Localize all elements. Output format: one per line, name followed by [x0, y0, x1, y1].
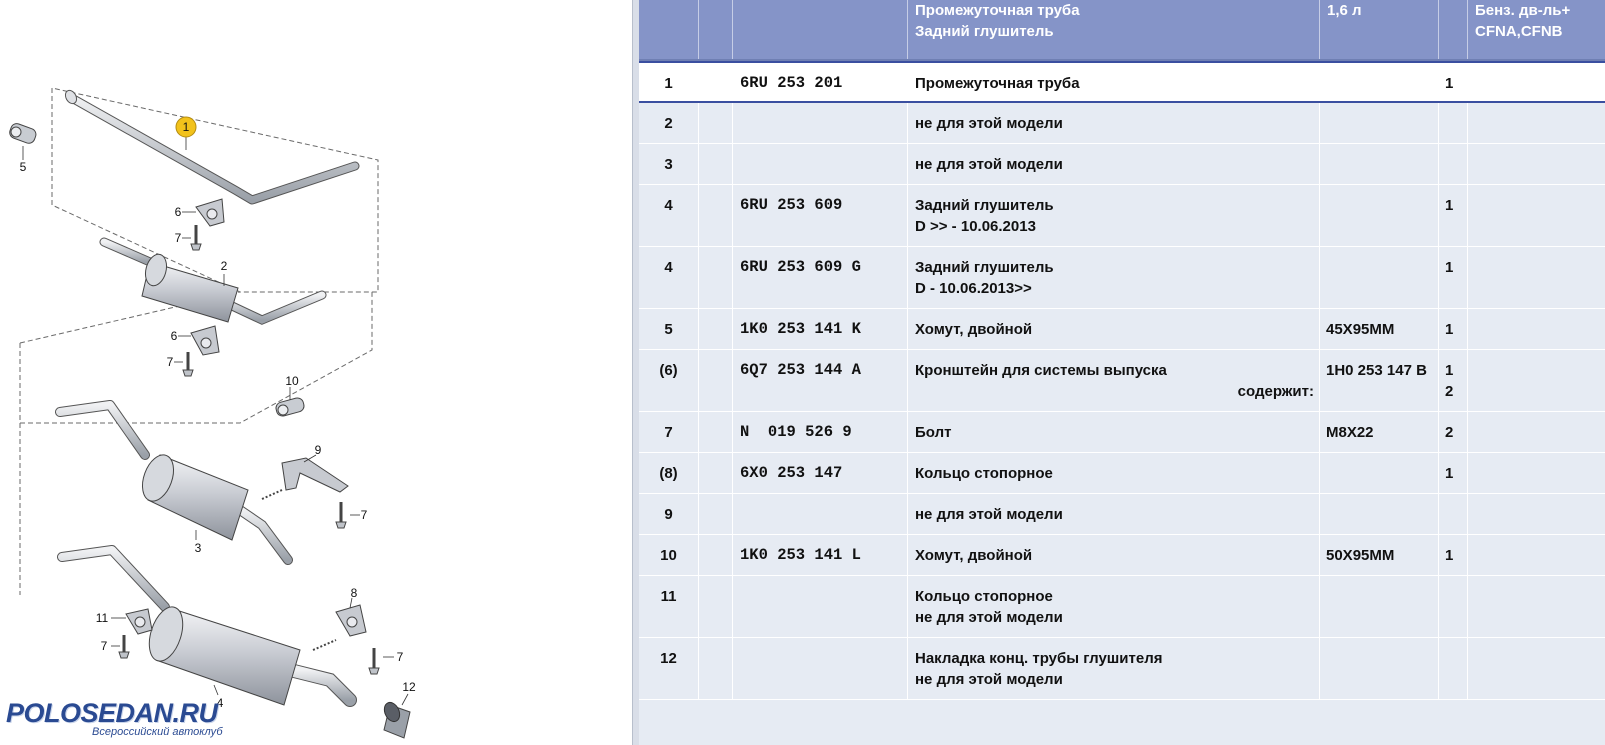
callout-7-upper[interactable]: 7 [174, 231, 182, 245]
cell-part-number [733, 144, 908, 184]
cell-spec [1320, 350, 1439, 411]
cell-engine [1468, 453, 1605, 493]
cell-blank [699, 638, 733, 699]
cell-position [639, 535, 699, 575]
cell-position [639, 185, 699, 246]
description-line: Кольцо стопорное [915, 588, 1053, 605]
spec-value: 50X95MM [1326, 547, 1395, 564]
position-number: (6) [659, 362, 678, 379]
cell-part-number [733, 350, 908, 411]
description-line: Задний глушитель [915, 259, 1054, 276]
exhaust-diagram-panel [0, 0, 632, 745]
description-line: Накладка конц. трубы глушителя [915, 650, 1163, 667]
description-line: Задний глушитель [915, 197, 1054, 214]
cell-quantity [1439, 412, 1468, 452]
table-empty-area [639, 716, 1605, 745]
description-line: Кронштейн для системы выпуска [915, 362, 1167, 379]
callout-7-bottom[interactable]: 7 [396, 650, 404, 664]
cell-description [908, 638, 1320, 699]
callout-6-lower[interactable]: 6 [170, 329, 178, 343]
description-line: D - 10.06.2013>> [915, 280, 1032, 297]
callout-11[interactable]: 11 [95, 611, 109, 625]
cell-part-number [733, 638, 908, 699]
cell-position [639, 63, 699, 101]
table-row[interactable] [639, 185, 1605, 247]
cell-position [639, 144, 699, 184]
cell-part-number [733, 309, 908, 349]
cell-quantity [1439, 638, 1468, 699]
cell-engine [1468, 576, 1605, 637]
cell-quantity [1439, 576, 1468, 637]
bracket-part-6-lower[interactable] [183, 326, 219, 376]
position-number: 7 [664, 424, 673, 441]
cell-position [639, 103, 699, 143]
position-number: 2 [664, 115, 673, 132]
cell-quantity [1439, 494, 1468, 534]
rear-muffler-part-2[interactable] [104, 242, 322, 322]
contains-label: содержит: [1237, 383, 1314, 400]
cell-quantity [1439, 144, 1468, 184]
cell-part-number [733, 247, 908, 308]
cell-spec [1320, 576, 1439, 637]
muffler-part-3[interactable] [60, 405, 288, 560]
table-row[interactable] [639, 412, 1605, 453]
cell-blank [699, 185, 733, 246]
cell-description [908, 144, 1320, 184]
cell-engine [1468, 638, 1605, 699]
cell-quantity [1439, 535, 1468, 575]
cell-part-number [733, 63, 908, 101]
cell-description [908, 247, 1320, 308]
part-number: 6RU 253 609 G [740, 258, 861, 276]
quantity-value: 1 [1445, 259, 1454, 276]
cell-position [639, 247, 699, 308]
header-pos [639, 0, 699, 59]
table-row[interactable] [639, 453, 1605, 494]
callout-9[interactable]: 9 [314, 443, 322, 457]
table-header [639, 0, 1605, 61]
panel-divider[interactable] [632, 0, 639, 745]
callout-7-left[interactable]: 7 [100, 639, 108, 653]
part-number: 1K0 253 141 K [740, 320, 861, 338]
cell-blank [699, 412, 733, 452]
logo-text: POLOSEDAN.RU [6, 698, 218, 728]
header-engine [1468, 0, 1605, 59]
header-engine-line-2: CFNA,CFNB [1475, 23, 1563, 40]
table-row[interactable] [639, 144, 1605, 185]
cell-blank [699, 63, 733, 101]
part-number: 1K0 253 141 L [740, 546, 861, 564]
cell-spec [1320, 535, 1439, 575]
cell-engine [1468, 535, 1605, 575]
callout-5[interactable]: 5 [19, 160, 27, 174]
cell-spec [1320, 453, 1439, 493]
cell-engine [1468, 103, 1605, 143]
table-row[interactable] [639, 494, 1605, 535]
cell-quantity [1439, 350, 1468, 411]
header-blank [699, 0, 733, 59]
quantity-value: 2 [1445, 424, 1454, 441]
cell-spec [1320, 494, 1439, 534]
cell-blank [699, 494, 733, 534]
header-desc-line-1: Промежуточная труба [915, 2, 1080, 19]
cell-position [639, 453, 699, 493]
position-number: 10 [660, 547, 677, 564]
cell-engine [1468, 350, 1605, 411]
cell-position [639, 494, 699, 534]
cell-spec [1320, 144, 1439, 184]
cell-blank [699, 350, 733, 411]
position-number: 5 [664, 321, 673, 338]
cell-part-number [733, 185, 908, 246]
cell-part-number [733, 535, 908, 575]
header-desc-line-2: Задний глушитель [915, 23, 1054, 40]
cell-blank [699, 309, 733, 349]
quantity-value: 2 [1445, 383, 1454, 400]
cell-engine [1468, 185, 1605, 246]
position-number: (8) [659, 465, 678, 482]
table-row[interactable] [639, 309, 1605, 350]
cell-engine [1468, 309, 1605, 349]
intermediate-pipe-part[interactable] [63, 88, 355, 200]
cell-position [639, 638, 699, 699]
callout-8[interactable]: 8 [350, 586, 358, 600]
description-line: не для этой модели [915, 115, 1063, 132]
cell-position [639, 309, 699, 349]
cell-part-number [733, 103, 908, 143]
cell-blank [699, 103, 733, 143]
cell-position [639, 576, 699, 637]
description-line: Хомут, двойной [915, 321, 1033, 338]
bracket-part-6-upper[interactable] [191, 199, 224, 250]
quantity-value: 1 [1445, 321, 1454, 338]
cell-blank [699, 535, 733, 575]
part-number: 6X0 253 147 [740, 464, 843, 482]
rear-muffler-part-4[interactable] [62, 550, 350, 705]
header-spec-label: 1,6 л [1327, 2, 1362, 19]
cell-spec [1320, 247, 1439, 308]
exhaust-diagram [0, 0, 632, 745]
table-row[interactable] [639, 247, 1605, 309]
description-line: не для этой модели [915, 506, 1063, 523]
cell-description [908, 350, 1320, 411]
cell-blank [699, 144, 733, 184]
table-row[interactable] [639, 576, 1605, 638]
bracket-part-8[interactable] [313, 605, 379, 674]
cell-engine [1468, 494, 1605, 534]
table-row[interactable] [639, 103, 1605, 144]
quantity-value: 1 [1445, 197, 1454, 214]
position-number: 11 [660, 588, 677, 605]
cell-part-number [733, 412, 908, 452]
spec-value: 1H0 253 147 B [1326, 362, 1427, 379]
cell-description [908, 494, 1320, 534]
callout-2[interactable]: 2 [220, 259, 228, 273]
description-line: не для этой модели [915, 156, 1063, 173]
position-number: 1 [664, 75, 673, 92]
cell-quantity [1439, 185, 1468, 246]
cell-spec [1320, 412, 1439, 452]
part-number: 6Q7 253 144 A [740, 361, 861, 379]
spec-value: M8X22 [1326, 424, 1374, 441]
part-number: N 019 526 9 [740, 423, 852, 441]
cell-description [908, 576, 1320, 637]
cell-blank [699, 453, 733, 493]
logo-subtitle: Всероссийский автоклуб [92, 726, 223, 738]
header-qty [1439, 0, 1468, 59]
cell-part-number [733, 576, 908, 637]
callout-4[interactable]: 4 [216, 696, 224, 710]
cell-quantity [1439, 63, 1468, 101]
position-number: 4 [664, 259, 673, 276]
cell-blank [699, 247, 733, 308]
table-row-selected[interactable] [639, 61, 1605, 103]
spec-value: 45X95MM [1326, 321, 1395, 338]
cell-quantity [1439, 103, 1468, 143]
cell-part-number [733, 453, 908, 493]
header-engine-line-1: Бенз. дв-ль+ [1475, 2, 1571, 19]
quantity-value: 1 [1445, 465, 1454, 482]
cell-position [639, 412, 699, 452]
cell-quantity [1439, 247, 1468, 308]
position-number: 3 [664, 156, 673, 173]
cell-quantity [1439, 309, 1468, 349]
cell-engine [1468, 63, 1605, 101]
position-number: 4 [664, 197, 673, 214]
cell-engine [1468, 247, 1605, 308]
callout-1[interactable]: 1 [182, 120, 190, 134]
cell-description [908, 309, 1320, 349]
header-spec [1320, 0, 1439, 59]
cell-description [908, 412, 1320, 452]
table-row[interactable] [639, 535, 1605, 576]
description-line: не для этой модели [915, 609, 1063, 626]
ring-part-11[interactable] [119, 609, 152, 658]
cell-description [908, 103, 1320, 143]
callout-12[interactable]: 12 [402, 680, 416, 694]
cell-description [908, 63, 1320, 101]
callout-10[interactable]: 10 [285, 374, 299, 388]
cell-engine [1468, 144, 1605, 184]
cell-spec [1320, 185, 1439, 246]
cell-spec [1320, 638, 1439, 699]
tailpipe-tip-part-12[interactable] [381, 700, 410, 738]
table-row[interactable] [639, 638, 1605, 700]
clamp-part-5[interactable] [8, 122, 38, 145]
cell-blank [699, 576, 733, 637]
description-line: Кольцо стопорное [915, 465, 1053, 482]
description-line: не для этой модели [915, 671, 1063, 688]
cell-quantity [1439, 453, 1468, 493]
callout-7-lower[interactable]: 7 [166, 355, 174, 369]
position-number: 9 [664, 506, 673, 523]
callout-6-upper[interactable]: 6 [174, 205, 182, 219]
site-logo[interactable] [6, 700, 223, 742]
description-line: D >> - 10.06.2013 [915, 218, 1036, 235]
callout-3[interactable]: 3 [194, 541, 202, 555]
description-line: Хомут, двойной [915, 547, 1033, 564]
cell-spec [1320, 103, 1439, 143]
cell-spec [1320, 309, 1439, 349]
cell-part-number [733, 494, 908, 534]
part-number: 6RU 253 201 [740, 74, 843, 92]
quantity-value: 1 [1445, 547, 1454, 564]
bracket-part-9[interactable] [262, 458, 348, 528]
cell-engine [1468, 412, 1605, 452]
header-description [908, 0, 1320, 59]
quantity-value: 1 [1445, 75, 1454, 92]
cell-description [908, 535, 1320, 575]
callout-7-right[interactable]: 7 [360, 508, 368, 522]
cell-description [908, 185, 1320, 246]
position-number: 12 [660, 650, 677, 667]
parts-table-panel [639, 0, 1605, 745]
quantity-value: 1 [1445, 362, 1454, 379]
description-line: Болт [915, 424, 952, 441]
cell-spec [1320, 63, 1439, 101]
description-line: Промежуточная труба [915, 75, 1080, 92]
header-part [733, 0, 908, 59]
cell-position [639, 350, 699, 411]
cell-description [908, 453, 1320, 493]
part-number: 6RU 253 609 [740, 196, 843, 214]
table-row[interactable] [639, 350, 1605, 412]
